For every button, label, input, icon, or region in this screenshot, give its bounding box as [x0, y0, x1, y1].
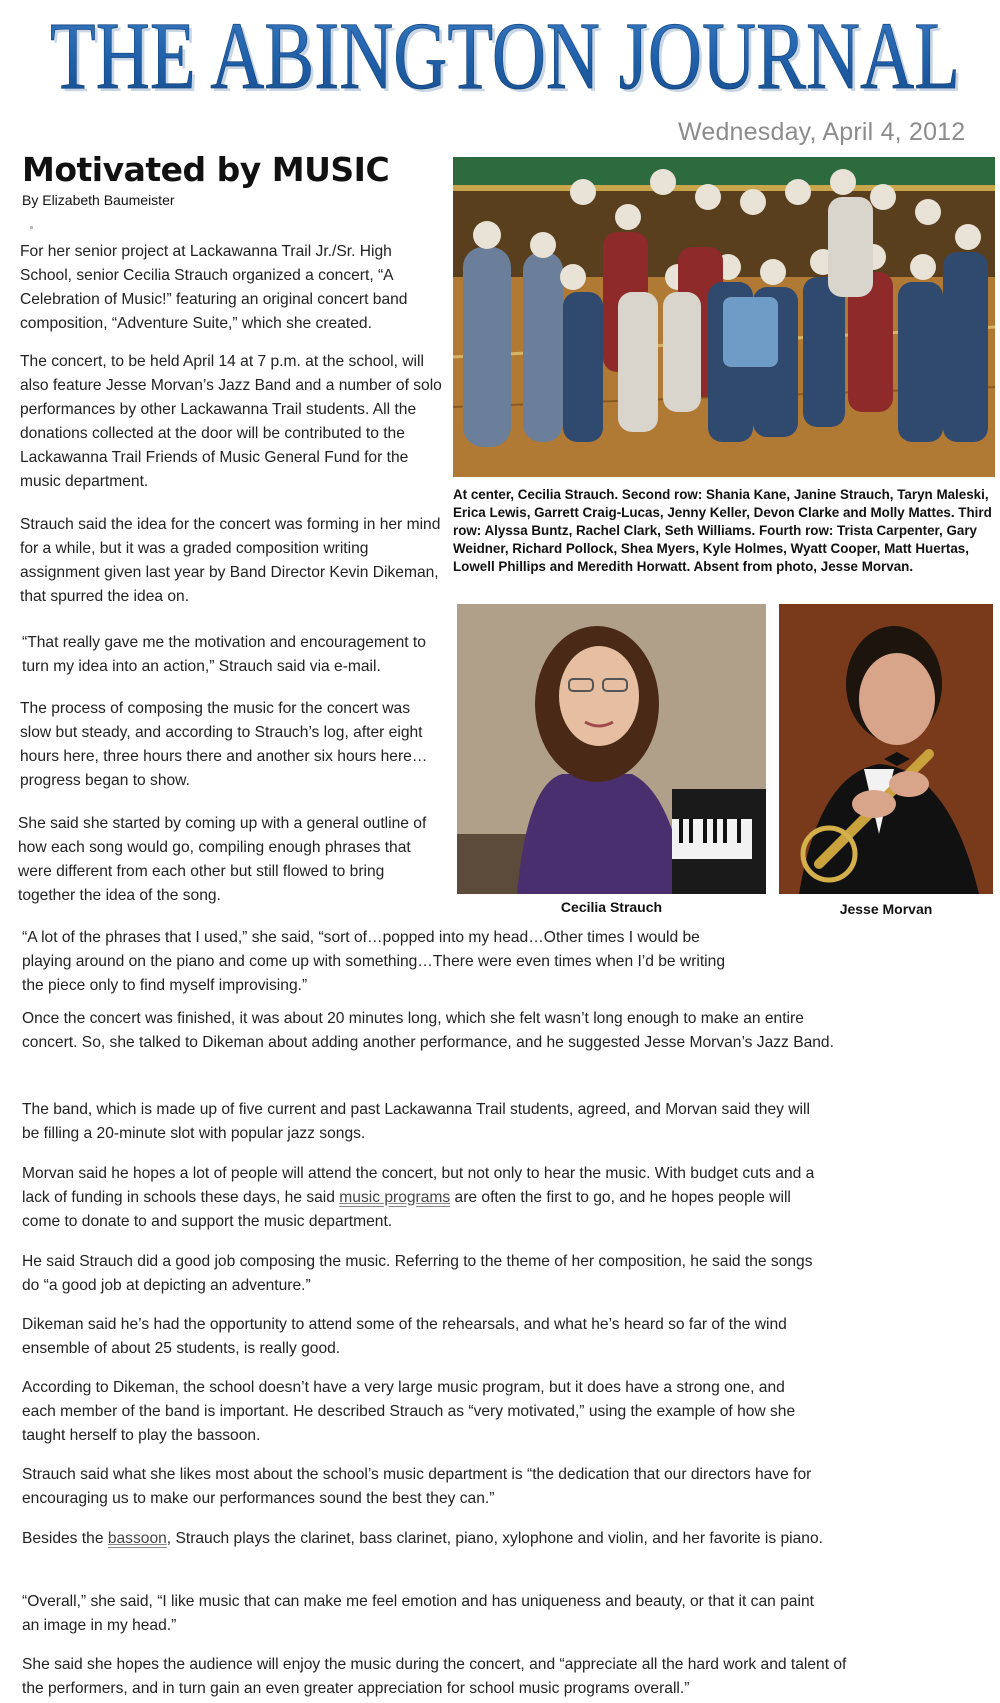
paragraph: For her senior project at Lackawanna Trail Jr./Sr. High School, senior Cecilia Strauch organized a concert, “A Celebration of Music!” featuring an original concert band composition, “Adventure Suite,” which she created. — [20, 243, 408, 332]
paragraph: The concert, to be held April 14 at 7 p.m. at the school, will also feature Jesse Morvan’s Jazz Band and a number of solo performances by other Lackawanna Trail students. All the donations collected at the door will be contributed to the Lackawanna Trail Friends of Music General Fund for the music department. — [20, 353, 442, 490]
paragraph: “That really gave me the motivation and encouragement to turn my idea into an action,” Strauch said via e-mail. — [22, 634, 426, 675]
masthead-title: THE ABINGTON JOURNAL — [50, 4, 960, 100]
group-photo-caption: At center, Cecilia Strauch. Second row: Shania Kane, Janine Strauch, Taryn Maleski, Erica Lewis, Garrett Craig-Lucas, Jenny Keller, Devon Clarke and Molly Mattes. Third row: Alyssa Buntz, Rachel Clark, Seth Williams. Fourth row: Trista Carpenter, Gary Weidner, Richard Pollock, Shea Myers, Kyle Holmes, Wyatt Cooper, Matt Huertas, Lowell Phillips and Meredith Horwatt. Absent from photo, Jesse Morvan. — [453, 487, 992, 574]
separator-dot — [30, 226, 33, 229]
paragraph: The process of composing the music for the concert was slow but steady, and according to Strauch’s log, after eight hours here, three hours there and another six hours here…progress began to show. — [20, 700, 428, 789]
paragraph-text: are often the first to go, and he hopes people will come to donate to and support the music department. — [22, 1189, 791, 1230]
group-photo — [453, 157, 995, 477]
paragraph: According to Dikeman, the school doesn’t have a very large music program, but it does have a strong one, and each member of the band is important. He described Strauch as “very motivated,” using the example of how she taught herself to play the bassoon. — [22, 1379, 796, 1444]
paragraph: “Overall,” she said, “I like music that can make me feel emotion and has uniqueness and beauty, or that it can paint an image in my head.” — [22, 1593, 814, 1634]
paragraph: Dikeman said he’s had the opportunity to attend some of the rehearsals, and what he’s heard so far of the wind ensemble of about 25 students, is really good. — [22, 1316, 787, 1357]
bassoon-link[interactable]: bassoon — [107, 1530, 167, 1547]
cecilia-photo — [457, 604, 766, 894]
music-programs-link[interactable]: music programs — [339, 1189, 451, 1206]
cecilia-photo-caption: Cecilia Strauch — [560, 899, 663, 915]
paragraph: She said she hopes the audience will enjoy the music during the concert, and “appreciate all the hard work and talent of the performers, and in turn gain an even greater appreciation for school music programs overall.” — [22, 1656, 847, 1697]
paragraph: “A lot of the phrases that I used,” she said, “sort of…popped into my head…Other times I would be playing around on the piano and come up with something…There were even times when I’d be writing the piece only to find myself improvising.” — [22, 929, 725, 994]
paragraph: Strauch said what she likes most about the school’s music department is “the dedication that our directors have for encouraging us to make our performances sound the best they can.” — [22, 1466, 812, 1507]
paragraph: She said she started by coming up with a general outline of how each song would go, compiling enough phrases that were different from each other but still flowed to bring together the idea of the song. — [18, 815, 427, 904]
svg-text:THE ABINGTON JOURNAL: THE ABINGTON JOURNAL — [53, 5, 963, 100]
paragraph-text: , Strauch plays the clarinet, bass clarinet, piano, xylophone and violin, and her favorite is piano. — [166, 1530, 823, 1547]
paragraph-music-programs — [22, 1162, 822, 1234]
paragraph: Strauch said the idea for the concert was forming in her mind for a while, but it was a graded composition writing assignment given last year by Band Director Kevin Dikeman, that spurred the idea on. — [20, 516, 441, 605]
jesse-photo — [779, 604, 993, 894]
paragraph: The band, which is made up of five current and past Lackawanna Trail students, agreed, and Morvan said they will be filling a 20-minute slot with popular jazz songs. — [22, 1101, 810, 1142]
masthead-logo — [30, 4, 980, 100]
headline: Motivated by MUSIC — [22, 150, 390, 189]
byline: By Elizabeth Baumeister — [22, 192, 175, 208]
issue-date: Wednesday, April 4, 2012 — [678, 118, 966, 146]
paragraph-bassoon — [22, 1527, 842, 1551]
paragraph-text: Morvan said he hopes a lot of people will attend the concert, but not only to hear the music. With budget cuts and a lack of funding in schools these days, he said — [22, 1165, 815, 1206]
paragraph: Once the concert was finished, it was about 20 minutes long, which she felt wasn’t long enough to make an entire concert. So, she talked to Dikeman about adding another performance, and he suggested Jesse Morvan’s Jazz Band. — [22, 1010, 834, 1051]
paragraph: He said Strauch did a good job composing the music. Referring to the theme of her composition, he said the songs do “a good job at depicting an adventure.” — [22, 1253, 813, 1294]
jesse-photo-caption: Jesse Morvan — [839, 901, 933, 917]
paragraph-text: Besides the — [22, 1530, 108, 1547]
